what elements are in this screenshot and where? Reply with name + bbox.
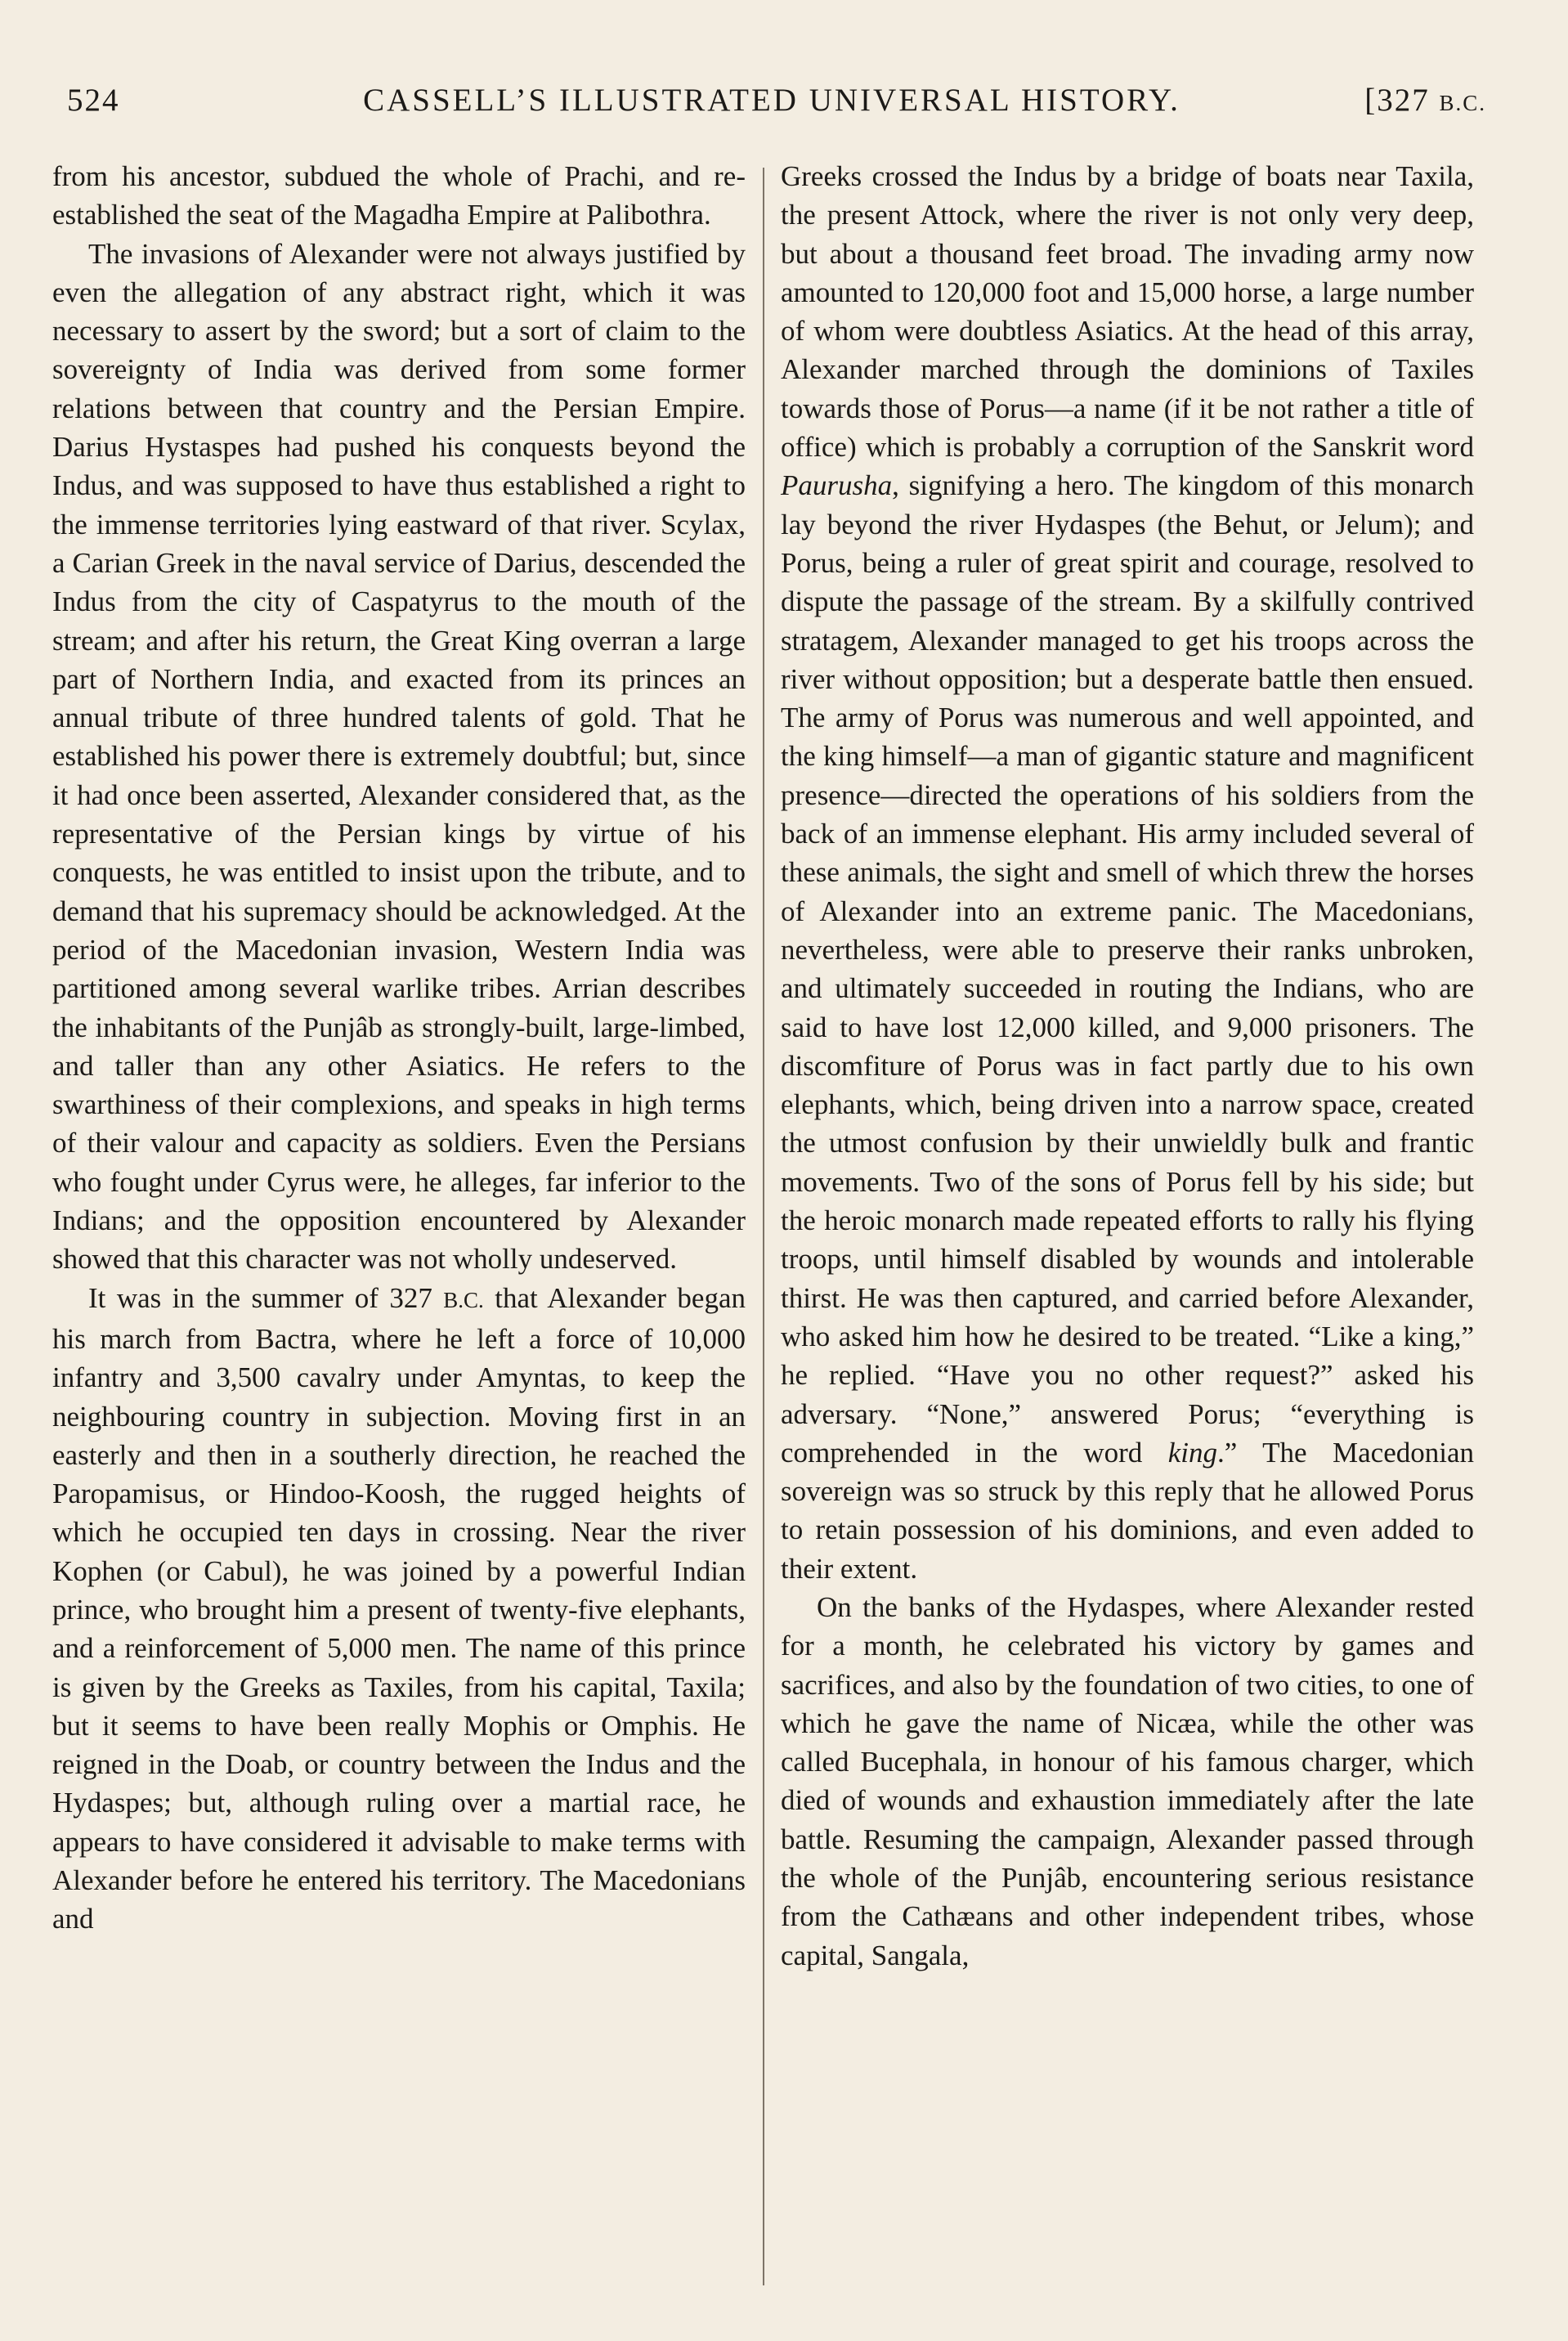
paragraph xyxy=(781,157,1474,1588)
date-reference-open: [327 xyxy=(1364,83,1440,118)
running-header xyxy=(57,82,1486,131)
paragraph-text: that Alexander began his march from Bactra, where he left a force of 10,000 infantry and 3,500 cavalry under Amyntas, to keep the neighbouring country in subjection. Moving first in an easterly and then in a southerly direction, he reached the Paropamisus, or Hindoo-Koosh, the rugged heights of which he occupied ten days in crossing. Near the river Kophen (or Cabul), he was joined by a powerful Indian prince, who brought him a present of twenty-five elephants, and a reinforcement of 5,000 men. The name of this prince is given by the Greeks as Taxiles, from his capital, Taxila; but it seems to have been really Mophis or Omphis. He reigned in the Doab, or country between the Indus and the Hydaspes; but, although ruling over a martial race, he appears to have considered it advisable to make terms with Alexander before he entered his territory. The Macedonians and xyxy=(52,1281,746,1935)
running-title: CASSELL’S ILLUSTRATED UNIVERSAL HISTORY. xyxy=(363,83,1180,118)
paragraph: On the banks of the Hydaspes, where Alexander rested for a month, he celebrated his victory by games and sacrifices, and also by the foundation of two cities, to one of which he gave the name of Nicæa, while the other was called Bucephala, in honour of his famous charger, which died of wounds and exhaustion immediately after the late battle. Resuming the campaign, Alexander passed through the whole of the Punjâb, encountering serious resistance from the Cathæans and other independent tribes, whose capital, Sangala, xyxy=(781,1590,1474,1971)
left-column xyxy=(52,157,746,1939)
paragraph-text: , signifying a hero. The kingdom of this monarch lay beyond the river Hydaspes (the Behut, or Jelum); and Porus, being a ruler of great spirit and courage, resolved to dispute the passage of the stream. By a skilfully contrived stratagem, Alexander managed to get his troops across the river without opposition; but a desperate battle then ensued. The army of Porus was numerous and well appointed, and the king himself—a man of gigantic stature and magnificent presence—directed the operations of his soldiers from the back of an immense elephant. His army included several of these animals, the sight and smell of which threw the horses of Alexander into an extreme panic. The Macedonians, nevertheless, were able to preserve their ranks unbroken, and ultimately succeeded in routing the Indians, who are said to have lost 12,000 killed, and 9,000 prisoners. The discomfiture of Porus was in fact partly due to his own elephants, which, being driven into a narrow space, created the utmost confusion by their unwieldly bulk and frantic movements. Two of the sons of Porus fell by his side; but the heroic monarch made repeated efforts to rally his flying troops, until himself disabled by wounds and intolerable thirst. He was then captured, and carried before Alexander, who asked him how he desired to be treated. “Like a king,” he replied. “Have you no other request?” asked his adversary. “None,” answered Porus; “everything is comprehended in the word xyxy=(781,469,1474,1469)
paragraph xyxy=(52,1279,746,1939)
paragraph: The invasions of Alexander were not always justified by even the allegation of any abstract right, which it was necessary to assert by the sword; but a sort of claim to the sovereignty of India was derived from some former relations between that country and the Persian Empire. Darius Hystaspes had pushed his conquests beyond the Indus, and was supposed to have thus established a right to the immense territories lying eastward of that river. Scylax, a Carian Greek in the naval service of Darius, descended the Indus from the city of Caspatyrus to the mouth of the stream; and after his return, the Great King overran a large part of Northern India, and exacted from its princes an annual tribute of three hundred talents of gold. That he established his power there is extremely doubtful; but, since it had once been asserted, Alexander considered that, as the representative of the Persian kings by virtue of his conquests, he was entitled to insist upon the tribute, and to demand that his supremacy should be acknowledged. At the period of the Macedonian invasion, Western India was partitioned among several warlike tribes. Arrian describes the inhabitants of the Punjâb as strongly-built, large-limbed, and taller than any other Asiatics. He refers to the swarthiness of their complexions, and speaks in high terms of their valour and capacity as soldiers. Even the Persians who fought under Cyrus were, he alleges, far inferior to the Indians; and the opposition encountered by Alexander showed that this character was not wholly undeserved. xyxy=(52,237,746,1276)
italic-term: king xyxy=(1167,1436,1218,1469)
paragraph-text: It was in the summer of 327 xyxy=(88,1281,444,1314)
paragraph: from his ancestor, subdued the whole of Prachi, and re-established the seat of the Magadha Empire at Palibothra. xyxy=(52,160,746,231)
date-reference-era: B.C. xyxy=(1439,91,1486,115)
paragraph-text: .” The Macedonian sovereign was so struck by this reply that he allowed Porus to retain possession of his dominions, and even added to their extent. xyxy=(781,1436,1474,1585)
date-reference xyxy=(1364,82,1486,119)
era-small-caps: B.C. xyxy=(443,1287,484,1312)
column-divider xyxy=(763,168,764,2285)
paragraph-text: Greeks crossed the Indus by a bridge of boats near Taxila, the present Attock, where the river is not only very deep, but about a thousand feet broad. The invading army now amounted to 120,000 foot and 15,000 horse, a large number of whom were doubtless Asiatics. At the head of this array, Alexander marched through the dominions of Taxiles towards those of Porus—a name (if it be not rather a title of office) which is probably a corruption of the Sanskrit word xyxy=(781,160,1474,464)
italic-term: Paurusha xyxy=(781,469,893,502)
right-column xyxy=(781,157,1474,1975)
page-number: 524 xyxy=(67,83,120,118)
